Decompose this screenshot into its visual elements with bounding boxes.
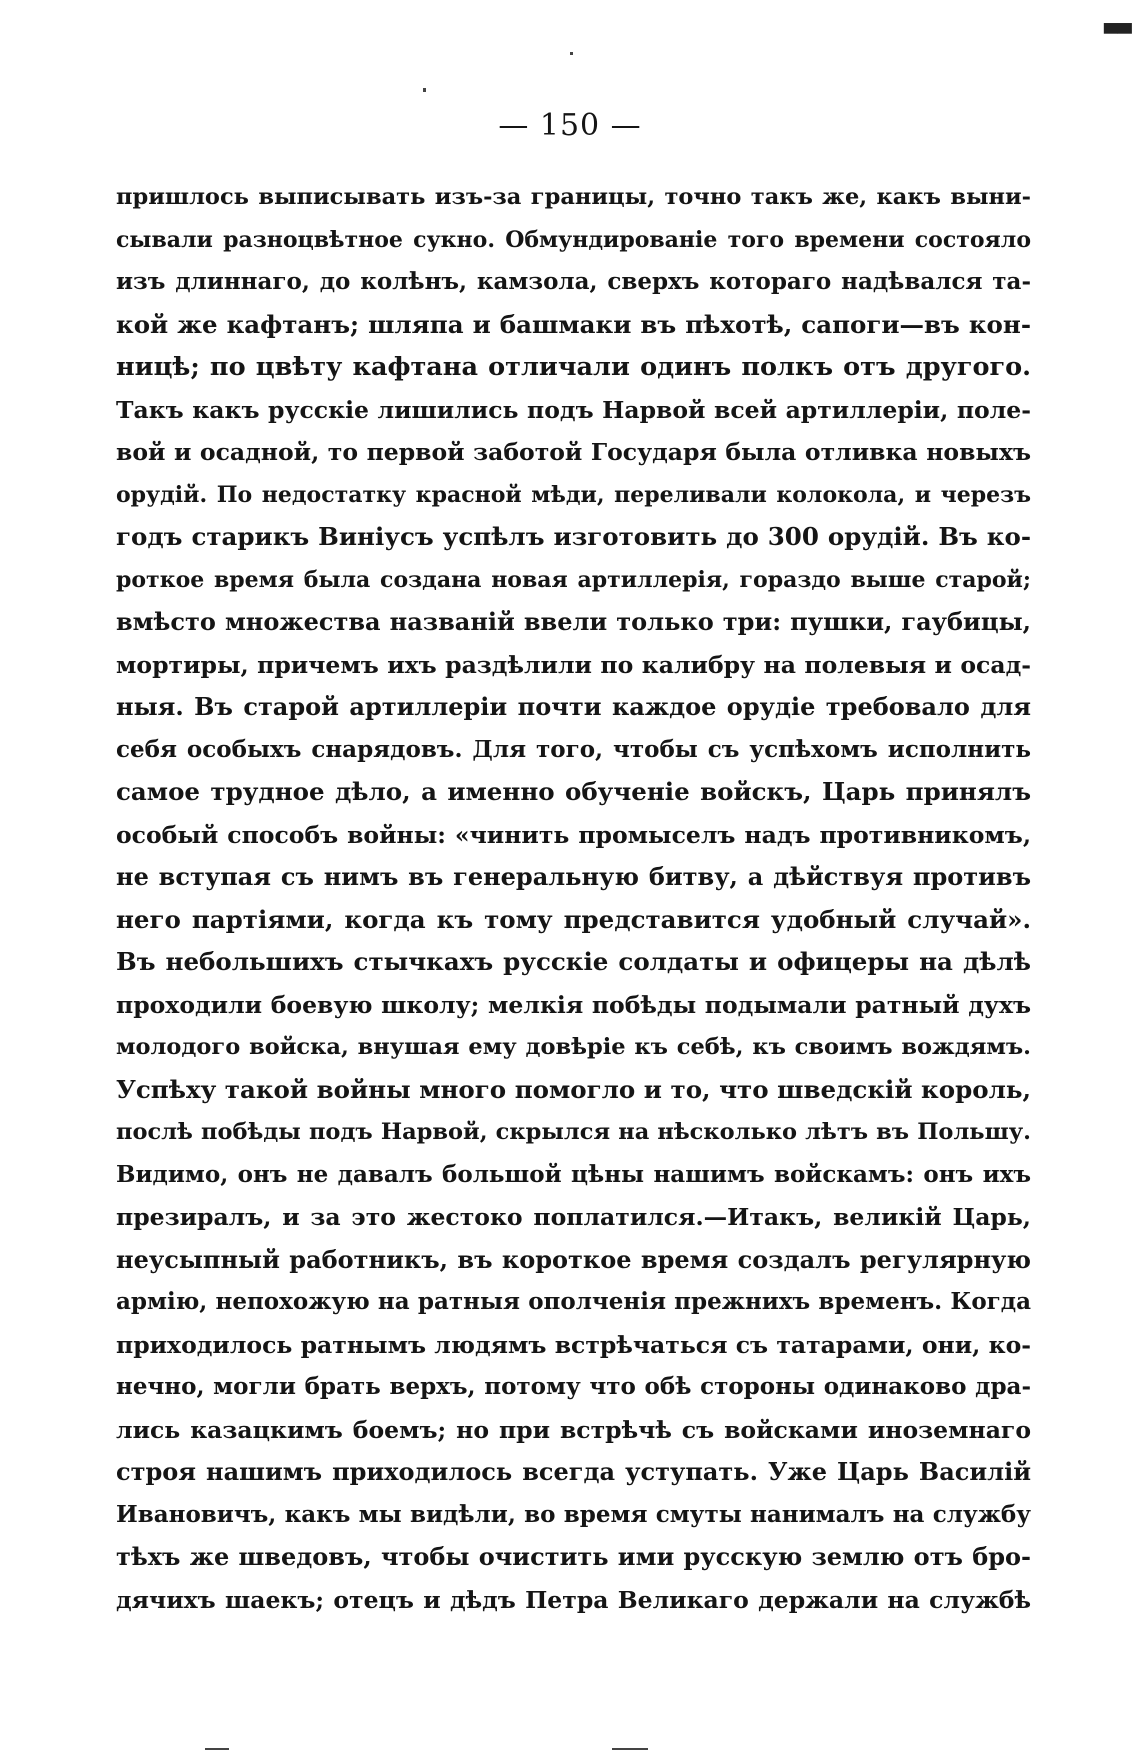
ink-speck (205, 1748, 229, 1750)
text-line: особый способъ войны: «чинить промыселъ надъ противникомъ, (116, 820, 1031, 849)
text-line: послѣ побѣды подъ Нарвой, скрылся на нѣсколько лѣтъ въ Польшу. (116, 1119, 1031, 1145)
text-line: Такъ какъ русскіе лишились подъ Нарвой всей артиллеріи, поле- (116, 395, 1031, 424)
text-line: роткое время была создана новая артиллерія, гораздо выше старой; (116, 566, 1031, 593)
text-line: годъ старикъ Виніусъ успѣлъ изготовить до 300 орудій. Въ ко- (116, 522, 1031, 551)
text-line: самое трудное дѣло, а именно обученіе войскъ, Царь принялъ (116, 777, 1031, 806)
text-line: приходилось ратнымъ людямъ встрѣчаться съ татарами, они, ко- (116, 1330, 1031, 1359)
text-line: презиралъ, и за это жестоко поплатился.—Итакъ, великій Царь, (116, 1203, 1031, 1231)
text-line: ницѣ; по цвѣту кафтана отличали одинъ полкъ отъ другого. (116, 352, 1031, 382)
corner-ink-mark: ▀▀ (1104, 24, 1132, 45)
ink-speck (570, 52, 573, 55)
text-line: вмѣсто множества названій ввели только три: пушки, гаубицы, (116, 607, 1031, 636)
text-line: Видимо, онъ не давалъ большой цѣны нашимъ войскамъ: онъ ихъ (116, 1160, 1031, 1188)
text-line: молодого войска, внушая ему довѣріе къ себѣ, къ своимъ вождямъ. (116, 1034, 1031, 1060)
text-line: Ивановичъ, какъ мы видѣли, во время смуты нанималъ на службу (116, 1500, 1031, 1528)
text-line: вой и осадной, то первой заботой Государя была отливка новыхъ (116, 438, 1031, 466)
text-line: изъ длиннаго, до колѣнъ, камзола, сверхъ котораго надѣвался та- (116, 268, 1031, 295)
text-line: армію, непохожую на ратныя ополченія прежнихъ временъ. Когда (116, 1288, 1031, 1315)
text-line: сывали разноцвѣтное сукно. Обмундированіе того времени состояло (116, 226, 1031, 253)
text-line: строя нашимъ приходилось всегда уступать. Уже Царь Василій (116, 1457, 1031, 1486)
body-text (116, 176, 1031, 1621)
text-line: дячихъ шаекъ; отецъ и дѣдъ Петра Великаго держали на службѣ (116, 1585, 1031, 1614)
text-line: тѣхъ же шведовъ, чтобы очистить ими русскую землю отъ бро- (116, 1542, 1031, 1571)
text-line: лись казацкимъ боемъ; но при встрѣчѣ съ войсками иноземнаго (116, 1415, 1031, 1444)
text-line: неусыпный работникъ, въ короткое время создалъ регулярную (116, 1244, 1031, 1274)
text-line: не вступая съ нимъ въ генеральную битву, а дѣйствуя противъ (116, 862, 1031, 891)
text-line: ныя. Въ старой артиллеріи почти каждое орудіе требовало для (116, 692, 1031, 721)
text-line: себя особыхъ снарядовъ. Для того, чтобы съ успѣхомъ исполнить (116, 735, 1031, 763)
ink-speck (423, 88, 426, 92)
text-line: мортиры, причемъ ихъ раздѣлили по калибру на полевыя и осад- (116, 650, 1031, 679)
text-line: него партіями, когда къ тому представится удобный случай». (116, 904, 1031, 934)
text-line: Въ небольшихъ стычкахъ русскіе солдаты и офицеры на дѣлѣ (116, 947, 1031, 976)
text-line: Успѣху такой войны много помогло и то, что шведскій король, (116, 1074, 1031, 1104)
text-line: проходили боевую школу; мелкія побѣды подымали ратный духъ (116, 990, 1031, 1019)
text-line: орудій. По недостатку красной мѣди, переливали колокола, и черезъ (116, 481, 1031, 508)
text-line: пришлось выписывать изъ-за границы, точно такъ же, какъ выни- (116, 184, 1031, 210)
ink-speck (612, 1748, 648, 1750)
page-number: — 150 — (498, 108, 642, 143)
text-line: нечно, могли брать верхъ, потому что обѣ стороны одинаково дра- (116, 1373, 1031, 1400)
text-line: кой же кафтанъ; шляпа и башмаки въ пѣхотѣ, сапоги—въ кон- (116, 309, 1031, 339)
